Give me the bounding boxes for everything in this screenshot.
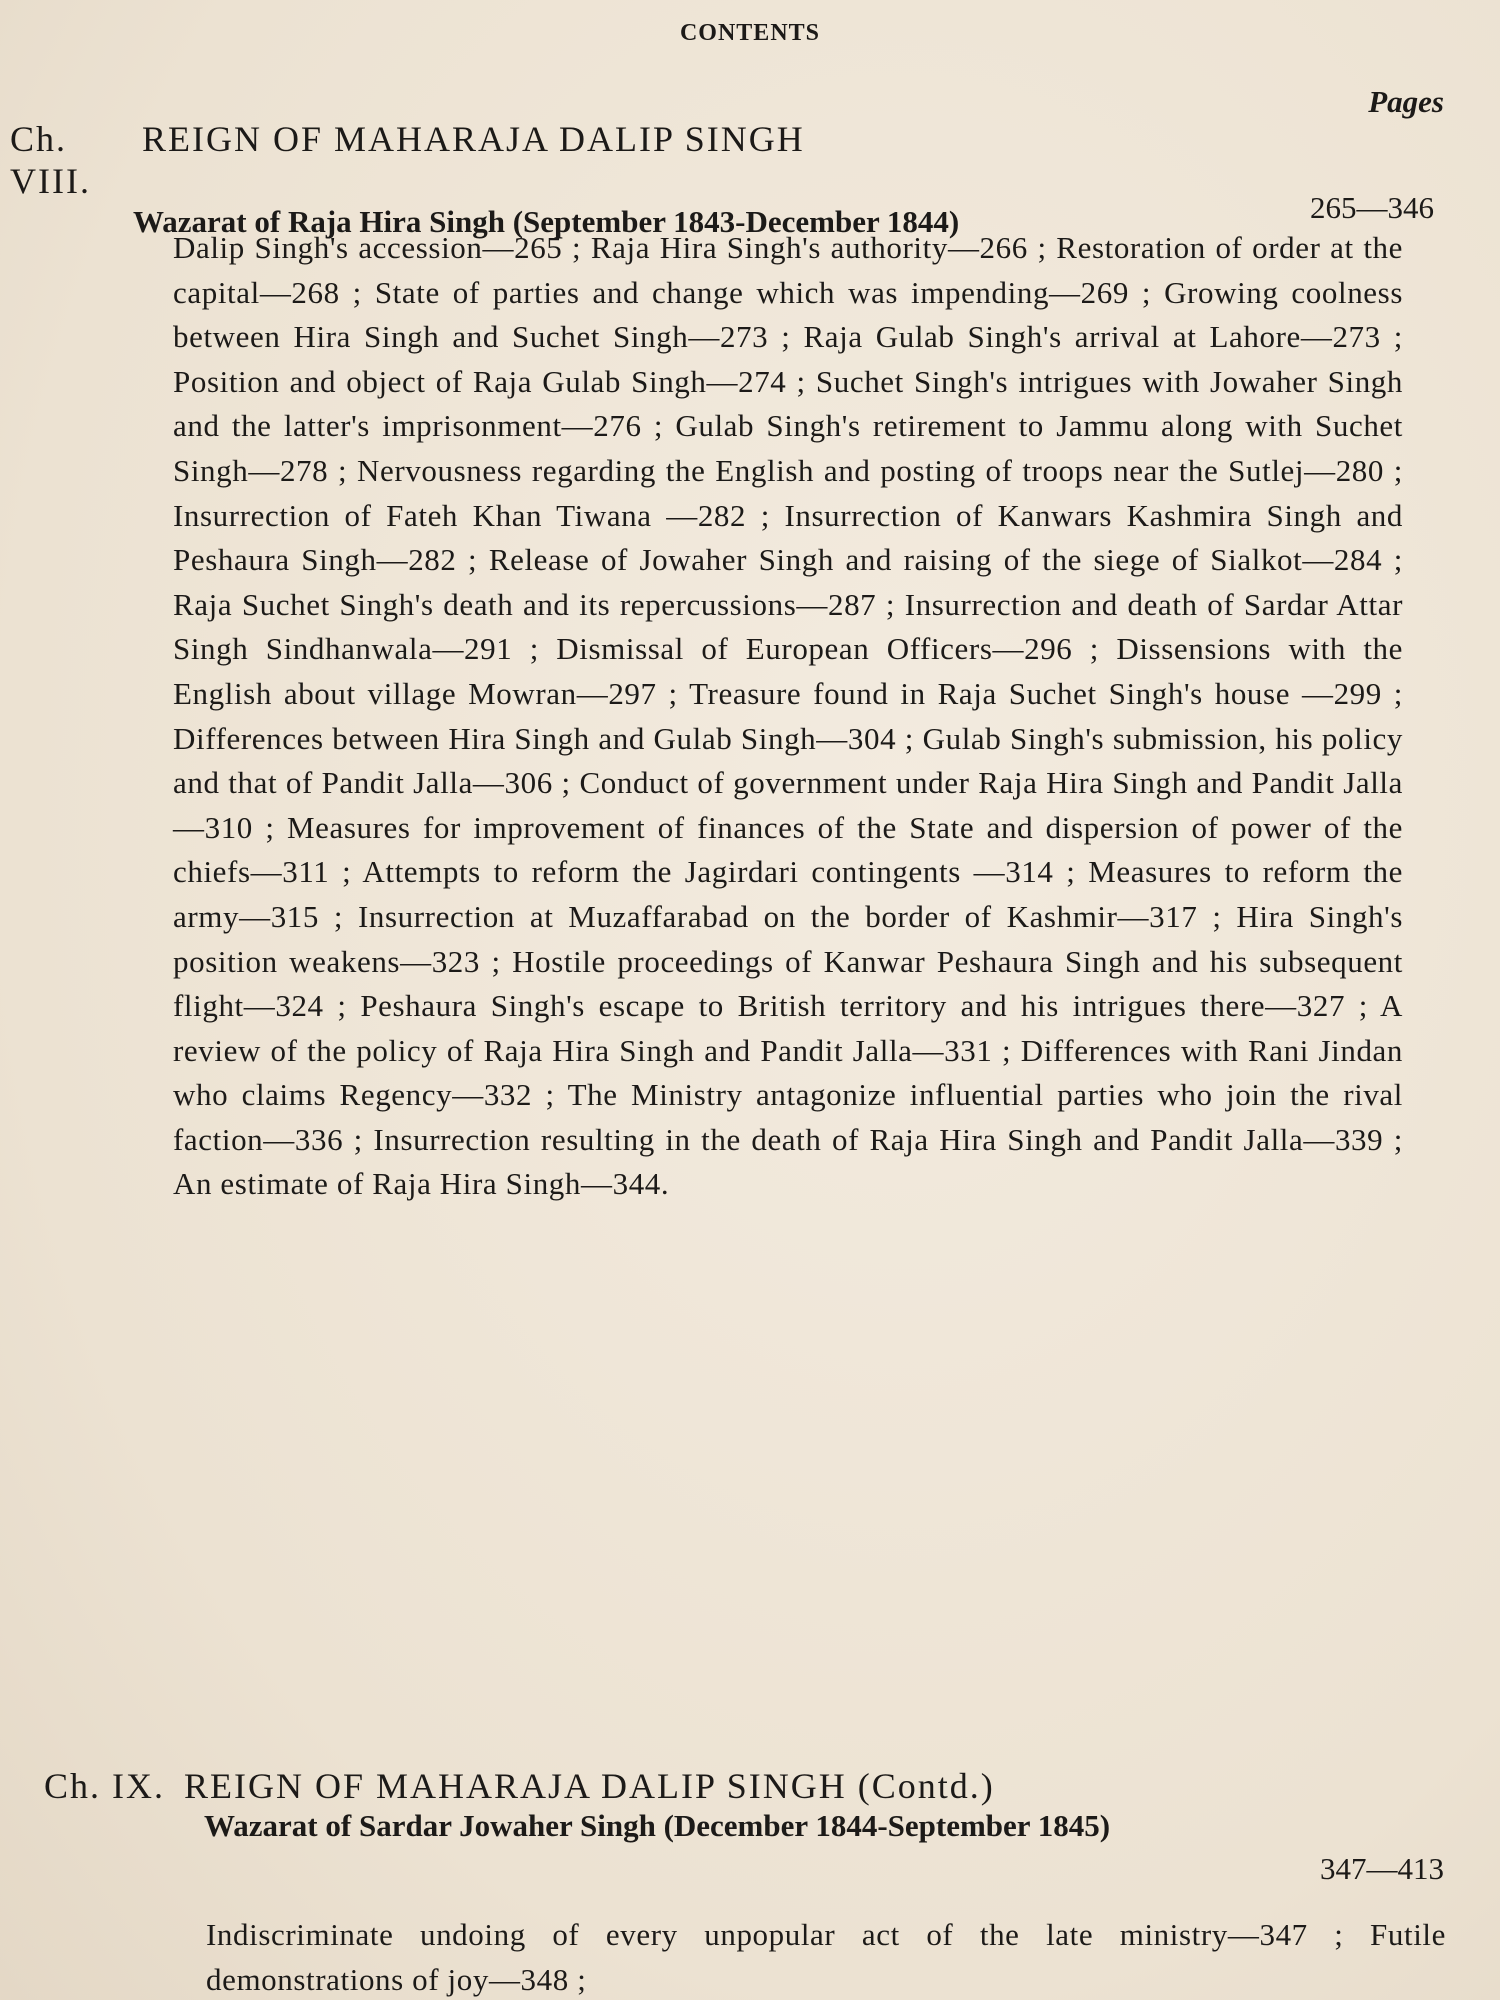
chapter-heading — [10, 118, 1450, 202]
chapter-subtitle: Wazarat of Sardar Jowaher Singh (December 1844-September 1845) — [204, 1808, 1111, 1843]
chapter-number: Ch. IX. — [44, 1766, 165, 1806]
chapter-entry-ix — [44, 1765, 1464, 1997]
running-head: CONTENTS — [679, 20, 821, 46]
chapter-summary: Indiscriminate undoing of every unpopular act of the late ministry—347 ; Futile demonstrations of joy—348 ; — [206, 1917, 1446, 1997]
chapter-subtitle: Wazarat of Raja Hira Singh (September 1843-December 1844) — [133, 204, 960, 239]
page-range: 265—346 — [1310, 190, 1434, 225]
chapter-entry-viii — [10, 118, 1450, 1202]
pages-column-label: Pages — [1368, 84, 1444, 119]
chapter-title: REIGN OF MAHARAJA DALIP SINGH (Contd.) — [184, 1766, 995, 1806]
chapter-number: Ch. VIII. — [10, 119, 91, 201]
chapter-heading — [44, 1765, 1464, 1807]
chapter-summary: Dalip Singh's accession—265 ; Raja Hira Singh's authority—266 ; Restoration of order at the capital—268 ; State of parties and change which was impending—269 ; Growing coolness between Hira Singh and Suchet Singh—273 ; Raja Gulab Singh's arrival at Lahore—273 ; Position and object of Raja Gulab Singh—274 ; Suchet Singh's intrigues with Jowaher Singh and the latter's imprisonment—276 ; Gulab Singh's retirement to Jammu along with Suchet Singh—278 ; Nervousness regarding the English and posting of troops near the Sutlej—280 ; Insurrection of Fateh Khan Tiwana —282 ; Insurrection of Kanwars Kashmira Singh and Peshaura Singh—282 ; Release of Jowaher Singh and raising of the siege of Sialkot—284 ; Raja Suchet Singh's death and its repercussions—287 ; Insurrection and death of Sardar Attar Singh Sindhanwala—291 ; Dismissal of European Officers—296 ; Dissensions with the English about village Mowran—297 ; Treasure found in Raja Suchet Singh's house —299 ; Differences between Hira Singh and Gulab Singh—304 ; Gulab Singh's submission, his policy and that of Pandit Jalla—306 ; Conduct of government under Raja Hira Singh and Pandit Jalla—310 ; Measures for improvement of finances of the State and dispersion of power of the chiefs—311 ; Attempts to reform the Jagirdari contingents —314 ; Measures to reform the army—315 ; Insurrection at Muzaffarabad on the border of Kashmir—317 ; Hira Singh's position weakens—323 ; Hostile proceedings of Kanwar Peshaura Singh and his subsequent flight—324 ; Peshaura Singh's escape to British territory and his intrigues there—327 ; A review of the policy of Raja Hira Singh and Pandit Jalla—331 ; Differences with Rani Jindan who claims Regency—332 ; The Ministry antagonize influential parties who join the rival faction—336 ; Insurrection resulting in the death of Raja Hira Singh and Pandit Jalla—339 ; An estimate of Raja Hira Singh—344. — [173, 230, 1403, 1202]
chapter-title: REIGN OF MAHARAJA DALIP SINGH — [142, 119, 805, 159]
page-range: 347—413 — [1320, 1851, 1444, 1886]
